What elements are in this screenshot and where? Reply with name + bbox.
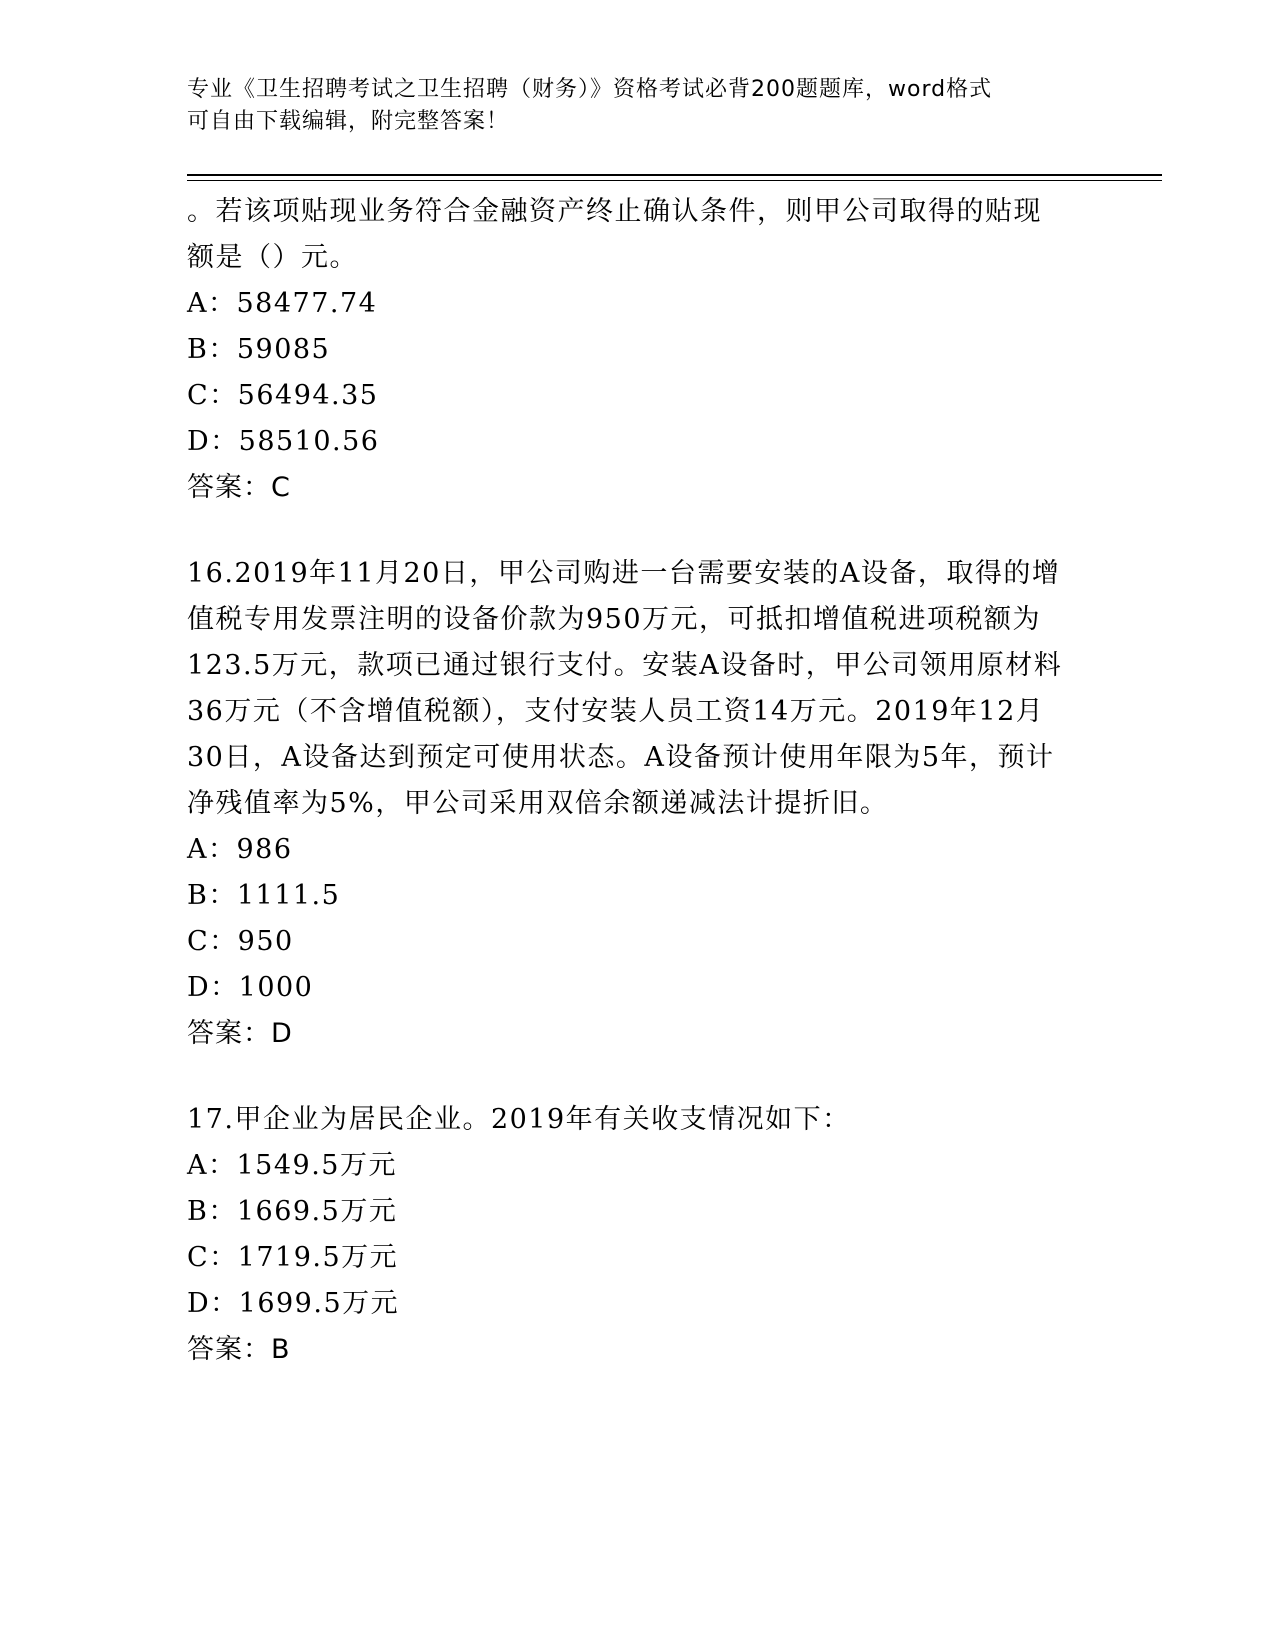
option-d: D：1699.5万元	[187, 1288, 400, 1319]
question-stem-line: 17.甲企业为居民企业。2019年有关收支情况如下：	[187, 1104, 851, 1135]
question-17	[187, 1097, 1087, 1373]
header-rule-thick	[187, 174, 1162, 176]
answer-line: 答案：D	[187, 1018, 293, 1049]
question-spacer	[187, 1057, 1087, 1097]
option-a: A：58477.74	[187, 288, 378, 319]
question-stem-line: 123.5万元，款项已通过银行支付。安装A设备时，甲公司领用原材料	[187, 650, 1063, 681]
option-c: C：1719.5万元	[187, 1242, 399, 1273]
option-b: B：1669.5万元	[187, 1196, 398, 1227]
question-stem-line: 。若该项贴现业务符合金融资产终止确认条件，则甲公司取得的贴现	[187, 196, 1042, 227]
question-stem-line: 16.2019年11月20日，甲公司购进一台需要安装的A设备，取得的增	[187, 558, 1061, 589]
option-d: D：58510.56	[187, 426, 380, 457]
option-b: B：1111.5	[187, 880, 341, 911]
answer-line: 答案：B	[187, 1334, 291, 1365]
option-a: A：1549.5万元	[187, 1150, 397, 1181]
question-spacer	[187, 511, 1087, 551]
question-stem-line: 30日，A设备达到预定可使用状态。A设备预计使用年限为5年，预计	[187, 742, 1055, 773]
document-header	[187, 74, 1067, 138]
header-line-2: 可自由下载编辑，附完整答案！	[187, 109, 510, 134]
header-line-1: 专业《卫生招聘考试之卫生招聘（财务）》资格考试必背200题题库，word格式	[187, 77, 993, 102]
document-body	[187, 189, 1087, 1373]
question-16	[187, 551, 1087, 1057]
question-15	[187, 189, 1087, 511]
option-c: C：56494.35	[187, 380, 379, 411]
question-stem-line: 值税专用发票注明的设备价款为950万元，可抵扣增值税进项税额为	[187, 604, 1042, 635]
option-c: C：950	[187, 926, 294, 957]
question-stem-line: 额是（）元。	[187, 242, 358, 273]
option-d: D：1000	[187, 972, 314, 1003]
question-stem-line: 净残值率为5%，甲公司采用双倍余额递减法计提折旧。	[187, 788, 889, 819]
option-b: B：59085	[187, 334, 331, 365]
answer-line: 答案：C	[187, 472, 291, 503]
option-a: A：986	[187, 834, 293, 865]
header-rule-thin	[187, 180, 1162, 181]
question-stem-line: 36万元（不含增值税额），支付安装人员工资14万元。2019年12月	[187, 696, 1045, 727]
